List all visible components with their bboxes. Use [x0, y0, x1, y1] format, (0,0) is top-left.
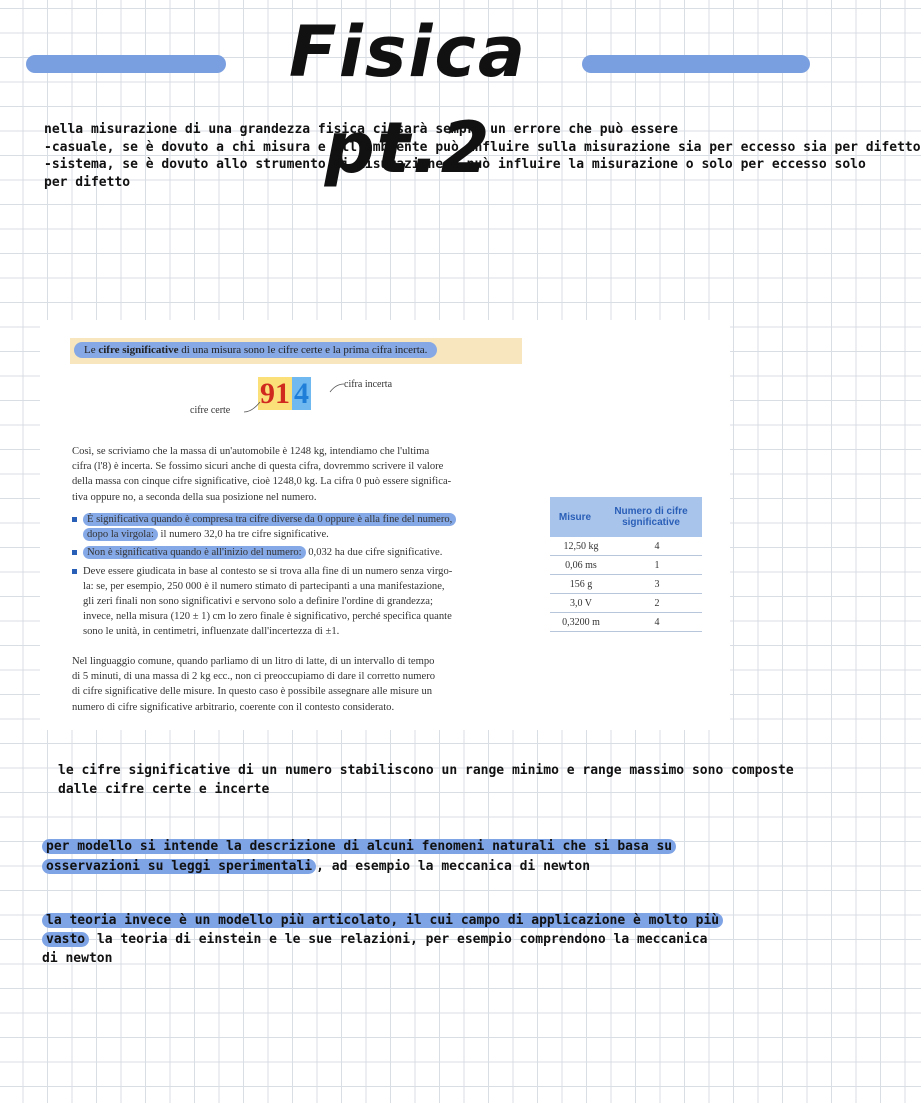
- note-line: -sistema, se è dovuto allo strumento di misurazione e può influire la misurazione o solo per eccesso solo: [44, 157, 866, 172]
- uncertain-digit: 4: [294, 377, 309, 410]
- significant-digits-note: le cifre significative di un numero stabiliscono un range minimo e range massimo sono composte dalle cifre certe e incerte: [58, 763, 794, 797]
- table-row: 0,3200 m 4: [550, 613, 702, 632]
- certain-digits: 91: [260, 377, 290, 410]
- bullet-2: Non è significativa quando è all'inizio del numero: 0,032 ha due cifre significative.: [72, 545, 530, 560]
- paragraph-1: Così, se scriviamo che la massa di un'automobile è 1248 kg, intendiamo che l'ultima cifra (l'8) è incerta. Se fossimo sicuri anche di questa cifra, dovremmo scrivere il valore della massa con cinque cifre significative, cioè 1248,0 kg. La cifra 0 può essere significa- tiva oppure no, a seconda della sua posizione nel numero.: [72, 446, 452, 503]
- bullet-list: È significativa quando è compresa tra cifre diverse da 0 oppure è alla fine del numero, dopo la virgola: il numero 32,0 ha tre cifre significative. Non è significativa quando è all'inizio del numero: 0,032 ha due cifre significative. Deve essere giudicata in base al contesto se si trova alla fine di un numero senza virgo- la: se, per esempio, 250 000 è il numero stimato di partecipanti a una manifestazione, gli zeri finali non sono significativi e servono solo a definire l'ordine di grandezza; invece, nella misura (120 ± 1) cm lo zero finale è significativo, perché specifica quante sono le unità, in centimetri, influenzate dall'incertezza di ±1.: [72, 512, 530, 640]
- page-title: Fisica pt.2: [288, 11, 528, 189]
- error-notes: [44, 121, 921, 191]
- model-note: per modello si intende la descrizione di alcuni fenomeni naturali che si basa su osservazioni su leggi sperimentali , ad esempio la meccanica di newton: [42, 837, 676, 877]
- textbook-excerpt: [40, 320, 730, 730]
- note-line: nella misurazione di una grandezza fisica ci sarà sempre un errore che può essere: [44, 122, 678, 137]
- bullet-1: È significativa quando è compresa tra cifre diverse da 0 oppure è alla fine del numero,: [72, 512, 530, 527]
- paragraph-2: Nel linguaggio comune, quando parliamo di un litro di latte, di un intervallo di tempo di 5 minuti, di una massa di 2 kg ecc., non ci preoccupiamo di dare il corretto numero di cifre significative delle misure. In questo caso è possibile assegnare alle misure un numero di cifre significative arbitrario, coerente con il contesto considerato.: [72, 656, 436, 713]
- note-line: -casuale, se è dovuto a chi misura e all'ambiente può influire sulla misurazione sia per eccesso sia per difetto: [44, 139, 921, 155]
- title-decoration-left: [26, 55, 226, 73]
- theory-note: la teoria invece è un modello più articolato, il cui campo di applicazione è molto più vasto la teoria di einstein e le sue relazioni, per esempio comprendono la meccanica di newton: [42, 911, 723, 968]
- table-row: 156 g 3: [550, 575, 702, 594]
- table-row: 3,0 V 2: [550, 594, 702, 613]
- significant-digits-table: [550, 497, 702, 632]
- digit-pointer-lines: [240, 380, 350, 420]
- note-line: per difetto: [44, 174, 131, 190]
- table-row: 12,50 kg 4: [550, 537, 702, 556]
- uncertain-label: cifra incerta: [344, 379, 393, 390]
- table-header: Misure Numero di cifre significative: [550, 497, 702, 537]
- table-row: 0,06 ms 1: [550, 556, 702, 575]
- bullet-3: Deve essere giudicata in base al contesto se si trova alla fine di un numero senza virgo-: [72, 564, 530, 579]
- title-decoration-right: [582, 55, 810, 73]
- certain-label: cifre certe: [190, 405, 231, 416]
- definition-text: Le cifre significative di una misura sono le cifre certe e la prima cifra incerta.: [74, 342, 437, 358]
